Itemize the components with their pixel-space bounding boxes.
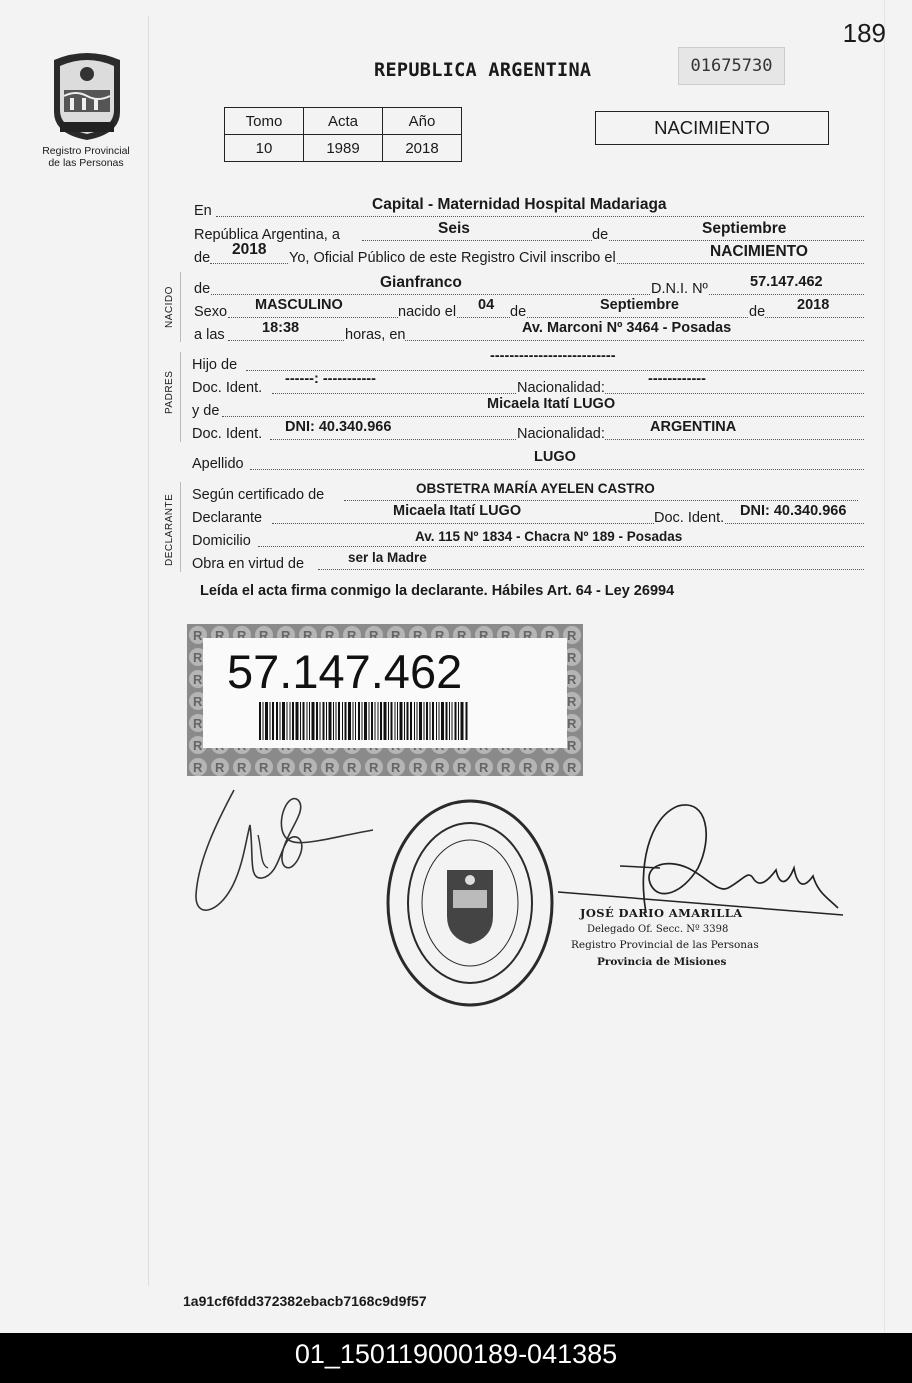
page-number: 189 (842, 18, 886, 48)
label-doc-declarante: Doc. Ident. (654, 510, 725, 526)
lugar-nacimiento-value: Av. Marconi Nº 3464 - Posadas (522, 320, 732, 336)
row-domicilio (192, 529, 864, 549)
official-oval-stamp (385, 798, 555, 1008)
label-horas-en: horas, en (345, 327, 406, 343)
dni-barcode-sticker (187, 624, 583, 776)
row-declarante (192, 503, 864, 526)
mes-value: Septiembre (702, 220, 787, 237)
label-nacionalidad-madre: Nacionalidad: (517, 426, 605, 442)
document-hash: 1a91cf6fdd372382ebacb7168c9d9f57 (183, 1293, 427, 1309)
label-dni: D.N.I. Nº (651, 281, 708, 297)
anio-value: 2018 (232, 241, 267, 258)
province-seal-logo (46, 50, 128, 142)
label-nacionalidad-padre: Nacionalidad: (517, 380, 605, 396)
sexo-value: MASCULINO (255, 297, 343, 313)
tomo-header: Tomo (225, 108, 304, 135)
margin-line (148, 16, 149, 1286)
domicilio-value: Av. 115 Nº 1834 - Chacra Nº 189 - Posadas (415, 529, 683, 544)
anio-nacimiento-value: 2018 (797, 297, 830, 313)
dni-value: 57.147.462 (750, 274, 823, 290)
tipo-value: NACIMIENTO (710, 243, 808, 260)
label-de-2: de (194, 250, 211, 266)
label-de-mes: de (510, 304, 527, 320)
row-lugar (192, 196, 864, 219)
padre-value: -------------------------- (490, 348, 616, 364)
acta-value: 1989 (304, 135, 383, 162)
padre-nac-value: ------------ (648, 371, 706, 387)
row-padre (192, 348, 864, 373)
apellido-value: LUGO (534, 449, 576, 465)
label-de-nombre: de (194, 281, 211, 297)
label-doc-ident-madre: Doc. Ident. (192, 426, 263, 442)
certificado-value: OBSTETRA MARÍA AYELEN CASTRO (416, 481, 655, 496)
label-a-las: a las (194, 327, 225, 343)
label-en: En (194, 203, 212, 219)
hora-value: 18:38 (262, 320, 300, 336)
madre-nac-value: ARGENTINA (650, 419, 737, 435)
mes-nacimiento-value: Septiembre (600, 297, 679, 313)
side-label-declarante: DECLARANTE (164, 493, 175, 566)
acta-header: Acta (304, 108, 383, 135)
officer-title: Delegado Of. Secc. Nº 3398 (587, 924, 729, 935)
label-de-anio: de (749, 304, 766, 320)
label-certificado: Según certificado de (192, 487, 325, 503)
row-madre (192, 396, 864, 419)
declarante-doc-value: DNI: 40.340.966 (740, 503, 847, 519)
tomo-acta-table (224, 107, 462, 162)
row-apellido (192, 449, 864, 472)
obra-value: ser la Madre (348, 550, 427, 565)
side-label-nacido: NACIDO (164, 286, 175, 328)
logo-caption-line-1: Registro Provincial (42, 145, 130, 157)
madre-value: Micaela Itatí LUGO (487, 396, 616, 412)
row-obra (192, 552, 864, 572)
serial-number: 01675730 (678, 47, 785, 85)
row-fecha (192, 220, 864, 243)
label-hijo-de: Hijo de (192, 357, 238, 373)
officer-signature (548, 798, 848, 923)
label-oficial: Yo, Oficial Público de este Registro Civil inscribo el (289, 250, 616, 266)
side-label-padres: PADRES (164, 370, 175, 414)
label-sexo: Sexo (194, 304, 228, 320)
madre-doc-value: DNI: 40.340.966 (285, 419, 392, 435)
dia-nacimiento-value: 04 (478, 297, 495, 313)
officer-registry: Registro Provincial de las Personas (571, 939, 759, 951)
nombre-value: Gianfranco (380, 274, 462, 291)
row-hora (192, 320, 864, 343)
row-sexo (192, 297, 864, 320)
label-apellido: Apellido (192, 456, 244, 472)
label-domicilio: Domicilio (192, 533, 251, 549)
label-nacido-el: nacido el (398, 304, 457, 320)
dia-value: Seis (438, 220, 470, 237)
label-de: de (592, 227, 609, 243)
logo-caption (20, 145, 152, 169)
declarante-nombre-value: Micaela Itatí LUGO (393, 503, 522, 519)
anio-value: 2018 (383, 135, 462, 162)
label-doc-ident-padre: Doc. Ident. (192, 380, 263, 396)
row-nombre (192, 274, 864, 297)
document-title: REPUBLICA ARGENTINA (374, 60, 592, 81)
closing-statement: Leída el acta firma conmigo la declarante. Hábiles Art. 64 - Ley 26994 (200, 583, 675, 599)
row-certificado (192, 483, 864, 503)
officer-name: JOSÉ DARIO AMARILLA (580, 906, 743, 920)
padre-doc-value: ------: ----------- (285, 371, 376, 387)
row-oficial (192, 241, 864, 266)
label-declarante: Declarante (192, 510, 263, 526)
right-edge-line (884, 0, 885, 1333)
label-y-de: y de (192, 403, 220, 419)
anio-header: Año (383, 108, 462, 135)
logo-caption-line-2: de las Personas (48, 157, 124, 169)
row-padre-doc (192, 371, 864, 396)
label-obra: Obra en virtud de (192, 556, 305, 572)
label-republica: República Argentina, a (194, 227, 340, 243)
lugar-value: Capital - Maternidad Hospital Madariaga (372, 196, 667, 213)
tomo-value: 10 (225, 135, 304, 162)
dni-sticker-number: 57.147.462 (227, 645, 463, 698)
doc-type-box: NACIMIENTO (595, 111, 829, 145)
row-madre-doc (192, 419, 864, 442)
officer-province: Provincia de Misiones (597, 956, 727, 968)
footer-code: 01_150119000189-041385 (0, 1333, 912, 1383)
declarant-signature (188, 780, 378, 925)
